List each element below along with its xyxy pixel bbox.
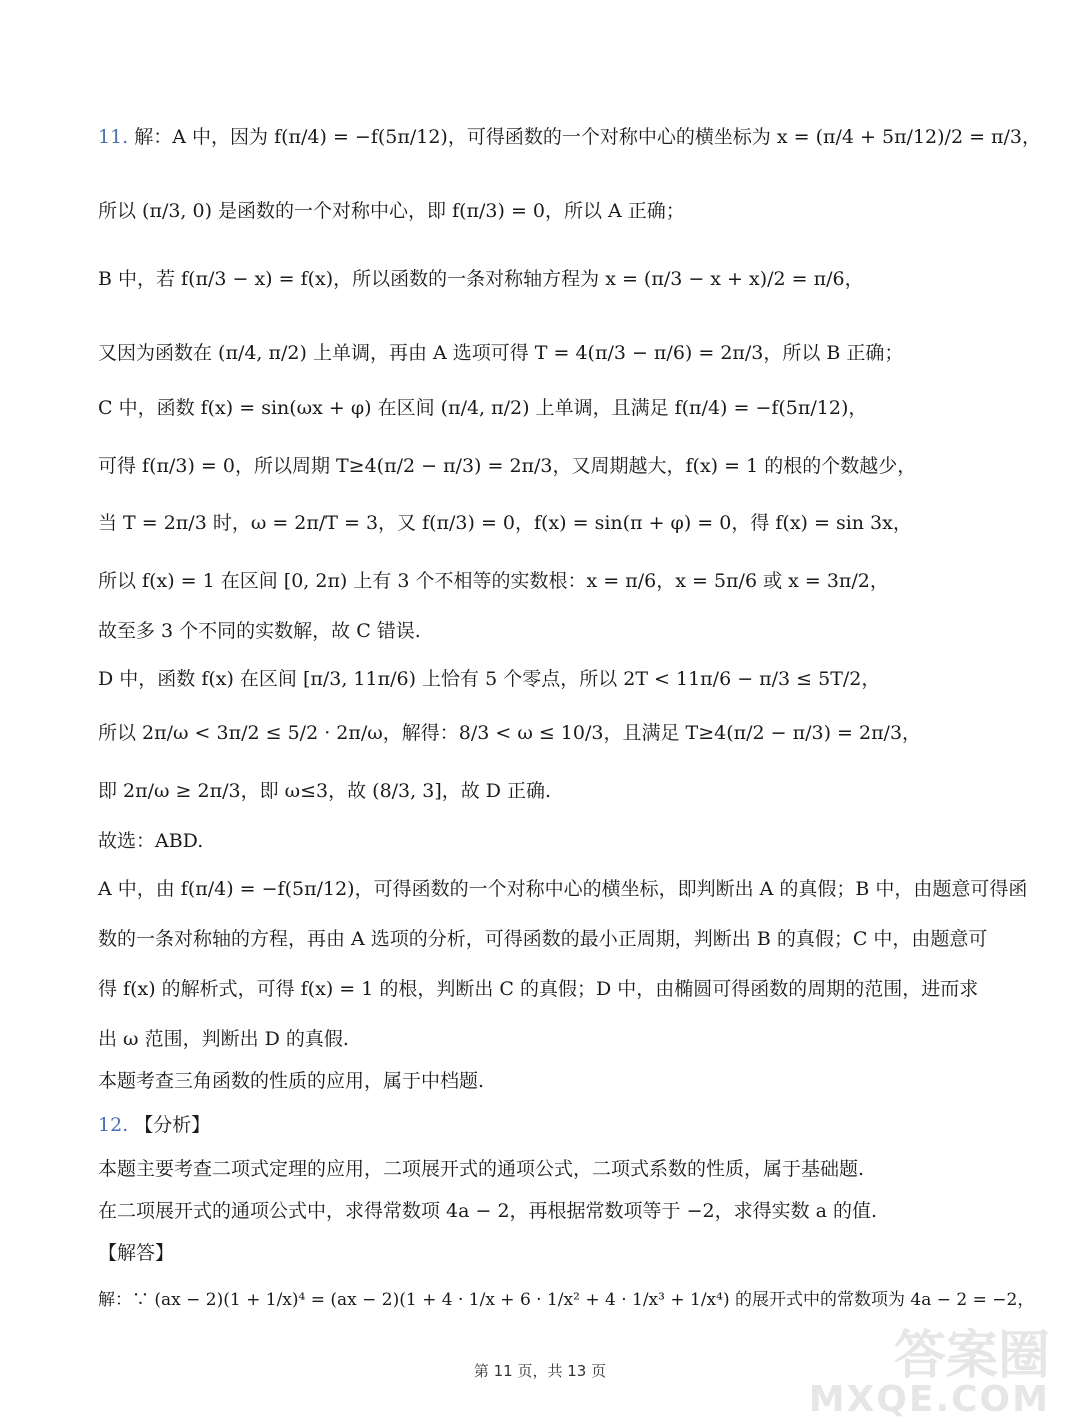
- q11-line-15: 数的一条对称轴的方程，再由 A 选项的分析，可得函数的最小正周期，判断出 B 的真假；C 中，由题意可: [98, 928, 988, 950]
- q11-line-7: 当 T = 2π/3 时，ω = 2π/T = 3，又 f(π/3) = 0，f(x) = sin(π + φ) = 0，得 f(x) = sin 3x，: [98, 512, 912, 534]
- q11-line-8: 所以 f(x) = 1 在区间 [0, 2π) 上有 3 个不相等的实数根：x = π/6，x = 5π/6 或 x = 3π/2，: [98, 570, 889, 592]
- page-footer: 第 11 页，共 13 页: [473, 1362, 607, 1380]
- q11-line-2: 所以 (π/3, 0) 是函数的一个对称中心，即 f(π/3) = 0，所以 A 正确；: [98, 200, 685, 222]
- q11-line-6: 可得 f(π/3) = 0，所以周期 T≥4(π/2 − π/3) = 2π/3，又周期越大，f(x) = 1 的根的个数越少，: [98, 455, 917, 477]
- watermark-logo: 答案圈 MXQE.COM: [808, 1326, 1050, 1420]
- q12-line-2: 在二项展开式的通项公式中，求得常数项 4a − 2，再根据常数项等于 −2，求得实数 a 的值.: [98, 1200, 878, 1222]
- analysis-label: 【分析】: [134, 1114, 211, 1136]
- q12-heading: [98, 1114, 1020, 1137]
- q11-line-12: 即 2π/ω ≥ 2π/3，即 ω≤3，故 (8/3, 3]，故 D 正确.: [98, 780, 552, 802]
- q11-line-13: 故选：ABD.: [98, 830, 204, 852]
- q12-line-1: 本题主要考查二项式定理的应用，二项展开式的通项公式，二项式系数的性质，属于基础题.: [98, 1158, 865, 1180]
- q11-line-1: 11. 解：A 中，因为 f(π/4) = −f(5π/12)，可得函数的一个对称中心的横坐标为 x = (π/4 + 5π/12)/2 = π/3，: [98, 126, 1042, 148]
- q11-line-16: 得 f(x) 的解析式，可得 f(x) = 1 的根，判断出 C 的真假；D 中，由椭圆可得函数的周期的范围，进而求: [98, 978, 979, 1000]
- q11-line-18: 本题考查三角函数的性质的应用，属于中档题.: [98, 1070, 485, 1092]
- q11-line-3: B 中，若 f(π/3 − x) = f(x)，所以函数的一条对称轴方程为 x = (π/3 − x + x)/2 = π/6，: [98, 268, 864, 290]
- q11-line-9: 故至多 3 个不同的实数解，故 C 错误.: [98, 620, 421, 642]
- q11-line-10: D 中，函数 f(x) 在区间 [π/3, 11π/6) 上恰有 5 个零点，所以 2T < 11π/6 − π/3 ≤ 5T/2，: [98, 668, 881, 690]
- answer-label: 【解答】: [98, 1242, 175, 1264]
- q11-line-5: C 中，函数 f(x) = sin(ωx + φ) 在区间 (π/4, π/2) 上单调，且满足 f(π/4) = −f(5π/12)，: [98, 397, 868, 419]
- question-number: 12.: [98, 1114, 129, 1136]
- q11-line-4: 又因为函数在 (π/4, π/2) 上单调，再由 A 选项可得 T = 4(π/3 − π/6) = 2π/3，所以 B 正确；: [98, 342, 904, 364]
- q11-line-17: 出 ω 范围，判断出 D 的真假.: [98, 1028, 349, 1050]
- question-number: 11.: [98, 126, 129, 148]
- q12-line-3: 解：∵ (ax − 2)(1 + 1/x)⁴ = (ax − 2)(1 + 4 · 1/x + 6 · 1/x² + 4 · 1/x³ + 1/x⁴) 的展开式中的常数项为 4a − 2 = −2，: [98, 1290, 1035, 1310]
- q11-line-11: 所以 2π/ω < 3π/2 ≤ 5/2 · 2π/ω，解得：8/3 < ω ≤ 10/3，且满足 T≥4(π/2 − π/3) = 2π/3，: [98, 722, 922, 744]
- q11-line-14: A 中，由 f(π/4) = −f(5π/12)，可得函数的一个对称中心的横坐标，即判断出 A 的真假；B 中，由题意可得函: [98, 878, 1028, 900]
